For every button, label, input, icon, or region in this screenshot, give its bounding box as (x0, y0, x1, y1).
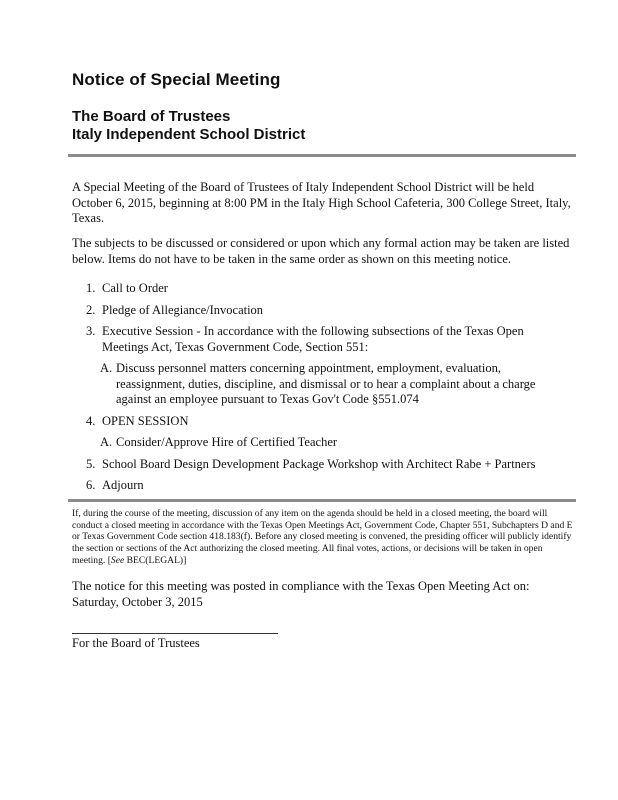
page-subtitle (72, 108, 305, 144)
agenda-subitem-text: Discuss personnel matters concerning appointment, employment, evaluation, reassignment, duties, discipline, and dismissal or to hear a complaint about a charge against an employee pursuant to Texas Gov't Code §551.074 (116, 361, 536, 406)
posted-date: Saturday, October 3, 2015 (72, 594, 203, 609)
agenda-item (72, 414, 552, 430)
subtitle-board: The Board of Trustees (72, 108, 231, 125)
agenda-item-text: OPEN SESSION (102, 413, 189, 428)
agenda-item-text: Adjourn (102, 478, 144, 492)
agenda-item-number: 2. (86, 302, 96, 317)
agenda-item-text: Call to Order (102, 281, 168, 295)
closed-meeting-note-see: See (110, 554, 125, 566)
agenda-item (72, 457, 552, 473)
footer-divider (68, 499, 576, 502)
agenda-item-number: 6. (86, 478, 96, 492)
agenda-item-number: 4. (86, 413, 96, 428)
agenda-subitem (72, 435, 552, 451)
closed-meeting-note-ref: BEC(LEGAL)] (124, 554, 187, 566)
agenda-item-text: Pledge of Allegiance/Invocation (102, 302, 264, 317)
agenda-item (72, 281, 552, 297)
agenda-subitem (72, 361, 552, 408)
signature-line (72, 633, 278, 634)
agenda-subitem-letter: A. (100, 435, 113, 449)
agenda-item-number: 5. (86, 456, 96, 471)
signature-label: For the Board of Trustees (72, 636, 200, 650)
subjects-paragraph: The subjects to be discussed or considered or upon which any formal action may be taken are listed below. Items do not have to be taken in the same order as shown on this meeting notice. (72, 236, 570, 266)
header-divider (68, 154, 576, 157)
agenda-item-number: 1. (86, 281, 96, 295)
intro-paragraph: A Special Meeting of the Board of Trustees of Italy Independent School District will be held October 6, 2015, beginning at 8:00 PM in the Italy High School Cafeteria, 300 College Street, Italy, Texas. (72, 180, 571, 225)
agenda-list (72, 281, 552, 500)
agenda-item (72, 303, 552, 319)
closed-meeting-note-text: If, during the course of the meeting, discussion of any item on the agenda should be held in a closed meeting, the board will conduct a closed meeting in accordance with the Texas Open Meetings Act, Government Code, Chapter 551, Subchapters D and E or Texas Government Code section 418.183(f). Before any closed meeting is convened, the presiding officer will publicly identify the section or sections of the Act authorizing the closed meeting. All final votes, actions, or decisions will be taken in open meeting. [ (72, 508, 573, 566)
agenda-item-number: 3. (86, 324, 96, 338)
page-title: Notice of Special Meeting (72, 70, 281, 89)
agenda-subitem-text: Consider/Approve Hire of Certified Teacher (116, 435, 338, 449)
posted-statement: The notice for this meeting was posted in compliance with the Texas Open Meeting Act on: (72, 579, 530, 593)
closed-meeting-note (72, 508, 574, 567)
agenda-item-text: Executive Session - In accordance with the following subsections of the Texas Open Meetings Act, Texas Government Code, Section 551: (102, 324, 524, 354)
agenda-item-text: School Board Design Development Package Workshop with Architect Rabe + Partners (102, 456, 536, 471)
subtitle-district: Italy Independent School District (72, 126, 306, 143)
posted-notice (72, 579, 572, 610)
agenda-item (72, 324, 552, 355)
agenda-subitem-letter: A. (100, 361, 113, 375)
agenda-item (72, 478, 552, 494)
